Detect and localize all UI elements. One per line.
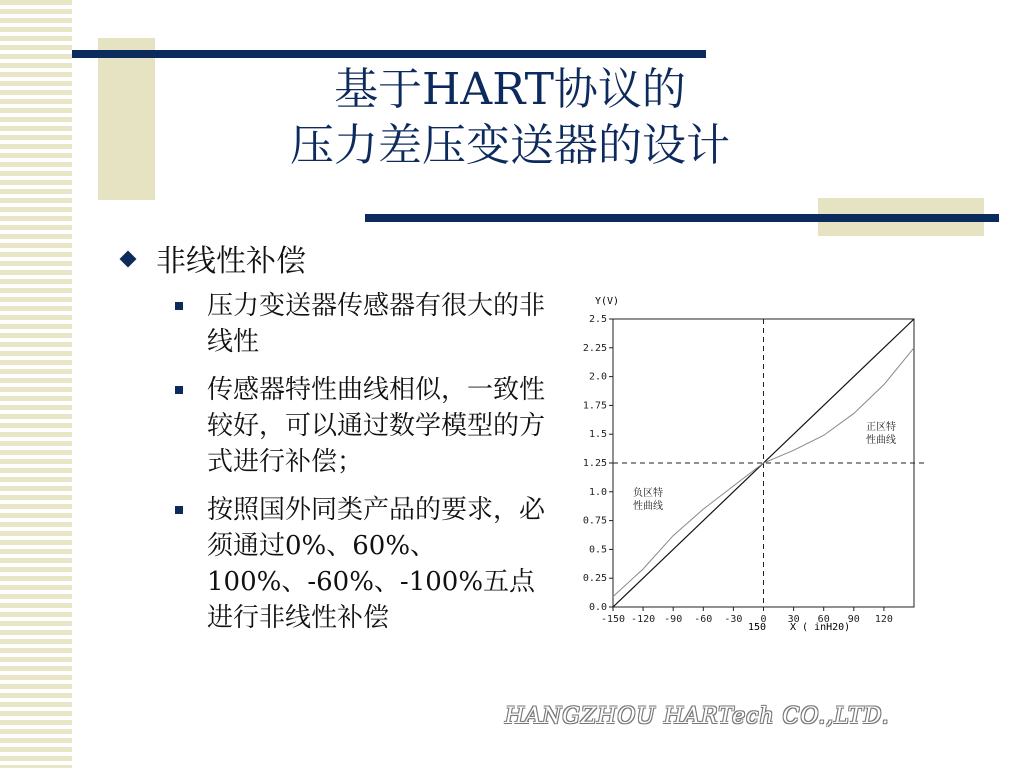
y-axis-label: Y(V) <box>595 296 620 307</box>
x-extra-tick-label: 150 <box>748 622 767 633</box>
x-tick-label: -90 <box>664 614 683 625</box>
x-tick-label: -30 <box>724 614 743 625</box>
x-tick-label: 30 <box>787 614 800 625</box>
title-top-rule <box>72 50 706 58</box>
x-tick-label: 60 <box>817 614 830 625</box>
y-tick-label: 2.5 <box>588 314 607 325</box>
sub-bullet-list <box>175 288 555 648</box>
list-item: 按照国外同类产品的要求，必须通过0%、60%、100%、-60%、-100%五点进行非线性补偿 <box>175 492 555 636</box>
x-tick-label: -150 <box>600 614 626 625</box>
left-stripes-decoration <box>0 0 72 768</box>
title-line-1: 基于HART协议的 <box>334 64 686 115</box>
y-tick-label: 0.5 <box>588 544 607 556</box>
list-item: 压力变送器传感器有很大的非线性 <box>175 288 555 360</box>
x-tick-label: -60 <box>694 614 713 625</box>
diamond-bullet-icon <box>120 251 137 268</box>
y-tick-label: 1.5 <box>588 429 607 441</box>
square-bullet-icon <box>175 506 183 514</box>
bullet-heading-text: 非线性补偿 <box>156 244 306 279</box>
nonlinearity-chart <box>570 290 1020 640</box>
curve-annotation: 负区特 <box>633 488 663 499</box>
square-bullet-icon <box>175 302 183 310</box>
title-decor-block <box>98 38 155 200</box>
y-tick-label: 0.25 <box>582 573 607 585</box>
x-axis-label: X ( inH20) <box>790 622 851 633</box>
title-bottom-rule <box>365 214 999 222</box>
company-footer: HANGZHOU HARTech CO.,LTD. <box>505 704 890 729</box>
y-tick-label: 1.25 <box>582 458 607 469</box>
list-item: 传感器特性曲线相似，一致性较好，可以通过数学模型的方式进行补偿； <box>175 372 555 480</box>
curve-annotation: 正区特 <box>866 422 896 433</box>
y-tick-label: 2.0 <box>588 371 607 383</box>
title-line-2: 压力差压变送器的设计 <box>290 120 730 171</box>
y-tick-label: 0.75 <box>582 515 607 527</box>
curve-annotation: 性曲线 <box>866 435 896 446</box>
y-tick-label: 2.25 <box>582 342 607 354</box>
slide-title <box>150 62 870 174</box>
bullet-heading <box>122 236 306 280</box>
curve-annotation: 性曲线 <box>633 501 663 512</box>
y-tick-label: 0.0 <box>588 602 607 613</box>
y-tick-label: 1.0 <box>588 486 607 498</box>
x-tick-label: 0 <box>760 614 767 625</box>
square-bullet-icon <box>175 386 183 394</box>
x-tick-label: -120 <box>631 614 656 625</box>
x-tick-label: 120 <box>874 614 893 625</box>
x-tick-label: 90 <box>847 614 860 625</box>
y-tick-label: 1.75 <box>582 400 607 412</box>
